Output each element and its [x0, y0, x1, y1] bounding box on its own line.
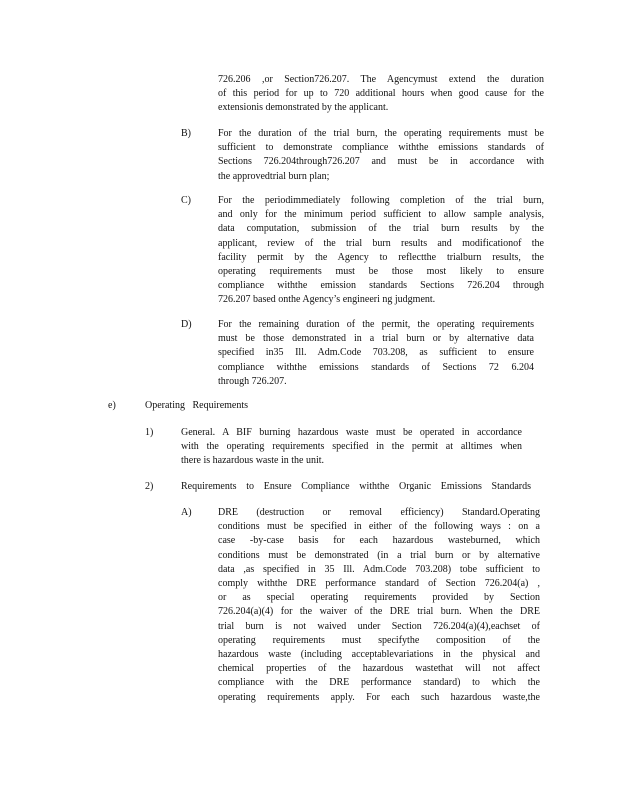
paragraph-line: DRE (destruction or removal efficiency) Standard.Operating [218, 507, 540, 518]
paragraph-line: extensionis demonstrated by the applicant. [218, 102, 389, 114]
paragraph-line: conditions must be specified in either of the following ways : on a [218, 521, 540, 533]
paragraph-line: operating requirements apply. For each such hazardous waste,the [218, 691, 540, 703]
paragraph-line: case -by-case basis for each hazardous wasteburned, which [218, 535, 540, 547]
paragraph-line: operating requirements must specifythe composition of the [218, 634, 540, 646]
item-d-paragraph [218, 318, 534, 389]
paragraph-line: comply withthe DRE performance standard of Section 726.204(a) , [218, 578, 540, 590]
paragraph-line: For the remaining duration of the permit, the operating requirements [218, 319, 534, 330]
paragraph-line: through 726.207. [218, 375, 287, 387]
paragraph-line: data computation, submission of the trial burn results by the [218, 223, 544, 235]
paragraph-line: For the periodimmediately following completion of the trial burn, [218, 195, 544, 206]
paragraph-line: compliance withthe emission standards Sections 726.204 through [218, 280, 544, 292]
paragraph-line: applicant, review of the trial burn results and modificationof the [218, 237, 544, 249]
paragraph-line: compliance with the DRE performance standard) to which the [218, 677, 540, 689]
section-heading: Operating Requirements [145, 400, 249, 411]
continuation-paragraph [218, 73, 544, 116]
paragraph-line: Sections 726.204through726.207 and must be in accordance with [218, 156, 544, 168]
item-marker-1: 1) [145, 427, 154, 438]
item-2a-paragraph [218, 506, 540, 705]
paragraph-line: specified in35 Ill. Adm.Code 703.208, as sufficient to ensure [218, 347, 534, 359]
item-marker-2: 2) [145, 481, 154, 492]
paragraph-line: conditions must be demonstrated (in a trial burn or by alternative [218, 549, 540, 561]
item-marker-2a: A) [181, 507, 192, 518]
section-marker-e: e) [108, 400, 116, 411]
paragraph-line: with the operating requirements specified in the permit at alltimes when [181, 441, 522, 453]
paragraph-line: data ,as specified in 35 Ill. Adm.Code 703.208) tobe sufficient to [218, 563, 540, 575]
paragraph-line: 726.207 based onthe Agency’s engineeri ng judgment. [218, 294, 436, 306]
paragraph-line: trial burn is not waived under Section 726.204(a)(4),eachset of [218, 620, 540, 632]
paragraph-line: chemical properties of the hazardous wastethat will not affect [218, 663, 540, 675]
paragraph-line: hazardous waste (including acceptablevariations in the physical and [218, 649, 540, 661]
paragraph-line: facility permit by the Agency to reflectthe trialburn results, the [218, 251, 544, 263]
paragraph-line: there is hazardous waste in the unit. [181, 455, 325, 467]
paragraph-line: and only for the minimum period sufficient to allow sample analysis, [218, 209, 544, 221]
paragraph-line: sufficient to demonstrate compliance withthe emissions standards of [218, 142, 544, 154]
paragraph-line: of this period for up to 720 additional hours when good cause for the [218, 88, 544, 100]
paragraph-line: 726.204(a)(4) for the waiver of the DRE trial burn. When the DRE [218, 606, 540, 618]
item-1-paragraph [181, 426, 522, 469]
paragraph-line: or as special operating requirements provided by Section [218, 592, 540, 604]
item-marker-b: B) [181, 128, 191, 139]
paragraph-line: the approvedtrial burn plan; [218, 170, 330, 182]
subsection-heading: Requirements to Ensure Compliance withthe Organic Emissions Standards [181, 481, 531, 492]
item-c-paragraph [218, 194, 544, 308]
paragraph-line: For the duration of the trial burn, the operating requirements must be [218, 128, 544, 139]
paragraph-line: General. A BIF burning hazardous waste must be operated in accordance [181, 427, 522, 438]
item-2-heading [181, 480, 531, 494]
paragraph-line: compliance withthe emissions standards of Sections 72 6.204 [218, 361, 534, 373]
paragraph-line: must be those demonstrated in a trial burn or by alternative data [218, 333, 534, 345]
item-marker-c: C) [181, 195, 191, 206]
item-b-paragraph [218, 127, 544, 184]
paragraph-line: 726.206 ,or Section726.207. The Agencymust extend the duration [218, 74, 544, 85]
paragraph-line: operating requirements must be those most likely to ensure [218, 266, 544, 278]
item-marker-d: D) [181, 319, 192, 330]
